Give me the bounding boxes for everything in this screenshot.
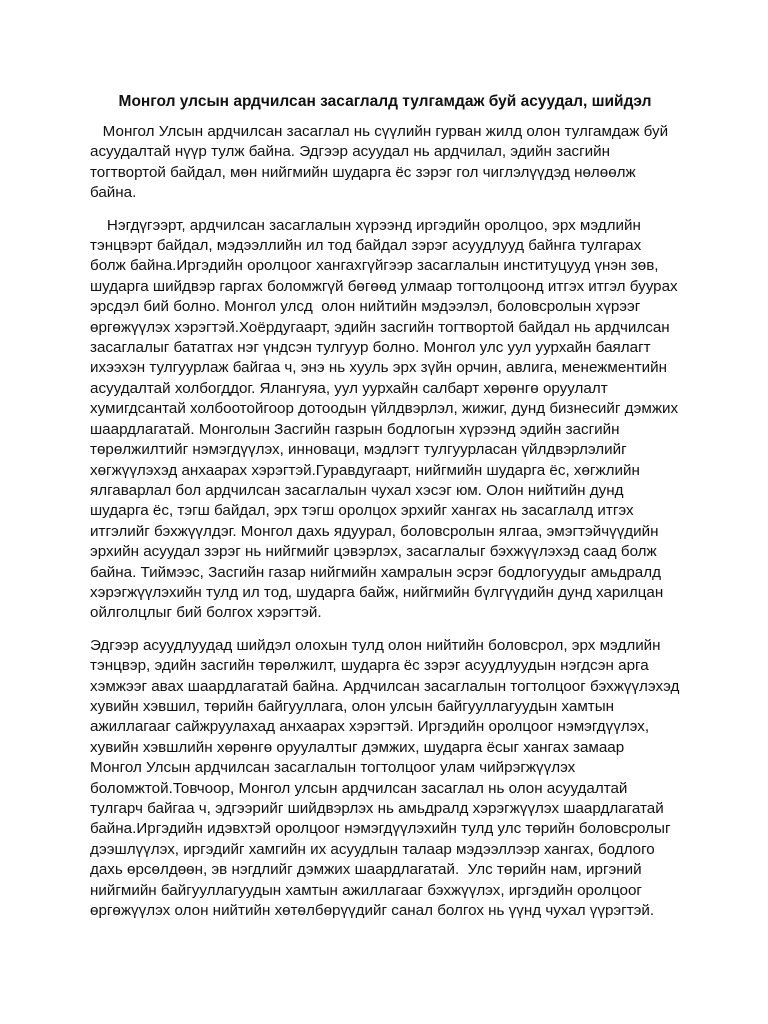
document-page — [90, 92, 684, 933]
document-title: Монгол улсын ардчилсан засаглалд тулгамдаж буй асуудал, шийдэл — [118, 93, 652, 110]
paragraph-intro: Монгол Улсын ардчилсан засаглал нь сүүлийн гурван жилд олон тулгамдаж буй асуудалтай нүүр тулж байна. Эдгээр асуудал нь ардчилал, эдийн засгийн тогтвортой байдал, мөн нийгмийн шударга ёс зэрэг гол чиглэлүүдэд нөлөөлж байна. — [90, 123, 673, 202]
paragraph-body: Нэгдүгээрт, ардчилсан засаглалын хүрээнд иргэдийн оролцоо, эрх мэдлийн тэнцвэрт байдал, мэдээллийн ил тод байдал зэрэг асуудлууд байнга тулгарах болж байна.Иргэдийн оролцоог хангахгүйгээр засаглалын институцууд үнэн зөв, шударга шийдвэр гаргах боломжгүй бөгөөд улмаар тогтолцоонд итгэх итгэл буурах эрсдэл бий болно. Монгол улсд олон нийтийн мэдээлэл, боловсролын хүрээг өргөжүүлэх хэрэгтэй.Хоёрдугаарт, эдийн засгийн тогтвортой байдал нь ардчилсан засаглалыг бататгах нэг үндсэн тулгуур болно. Монгол улс уул уурхайн баялагт ихээхэн тулгуурлаж байгаа ч, энэ нь хууль эрх зүйн орчин, авлига, менежментийн асуудалтай холбогддог. Ялангуяа, уул уурхайн салбарт хөрөнгө оруулалт хумигдсантай холбоотойгоор дотоодын үйлдвэрлэл, жижиг, дунд бизнесийг дэмжих шаардлагатай. Монголын Засгийн газрын бодлогын хүрээнд эдийн засгийн төрөлжилтийг нэмэгдүүлэх, инноваци, мэдлэгт тулгуурласан үйлдвэрлэлийг хөгжүүлэхэд анхаарах хэрэгтэй.Гуравдугаарт, нийгмийн шударга ёс, хөгжлийн ялгаварлал бол ардчилсан засаглалын чухал хэсэг юм. Олон нийтийн дунд шударга ёс, тэгш байдал, эрх тэгш оролцох эрхийг хангах нь засаглалд итгэх итгэлийг бэхжүүлдэг. Монгол дахь ядуурал, боловсролын ялгаа, эмэгтэйчүүдийн эрхийн асуудал зэрэг нь нийгмийг цэвэрлэх, засаглалыг бэхжүүлэхэд саад болж байна. Тиймээс, Засгийн газар нийгмийн хамралын эсрэг бодлогуудыг амьдралд хэрэгжүүлэхийн тулд ил тод, шударга байж, нийгмийн бүлгүүдийн дунд харилцан ойлголцлыг бий болгох хэрэгтэй. — [90, 216, 683, 622]
paragraph-conclusion: Эдгээр асуудлуудад шийдэл олохын тулд олон нийтийн боловсрол, эрх мэдлийн тэнцвэр, эдийн засгийн төрөлжилт, шударга ёс зэрэг асуудлуудын нэгдсэн арга хэмжээг авах шаардлагатай байна. Ардчилсан засаглалын тогтолцоог бэхжүүлэхэд хувийн хэвшил, төрийн байгууллага, олон улсын байгууллагуудын хамтын ажиллагааг сайжруулахад анхаарах хэрэгтэй. Иргэдийн оролцоог нэмэгдүүлэх, хувийн хэвшлийн хөрөнгө оруулалтыг дэмжих, шударга ёсыг хангах замаар Монгол Улсын ардчилсан засаглалын тогтолцоог улам чийрэгжүүлэх боломжтой.Товчоор, Монгол улсын ардчилсан засаглал нь олон асуудалтай тулгарч байгаа ч, эдгээрийг шийдвэрлэх нь амьдралд хэрэгжүүлэх шаардлагатай байна.Иргэдийн идэвхтэй оролцоог нэмэгдүүлэхийн тулд улс төрийн боловсролыг дээшлүүлэх, иргэдийг хамгийн их асуудлын талаар мэдээллээр хангах, бодлого дахь өрсөлдөөн, эв нэгдлийг дэмжих шаардлагатай. Улс төрийн нам, иргэний нийгмийн байгууллагуудын хамтын ажиллагааг бэхжүүлэх, иргэдийн оролцоог өргөжүүлэх олон нийтийн хөтөлбөрүүдийг санал болгох нь үүнд чухал үүрэгтэй. — [90, 636, 684, 920]
